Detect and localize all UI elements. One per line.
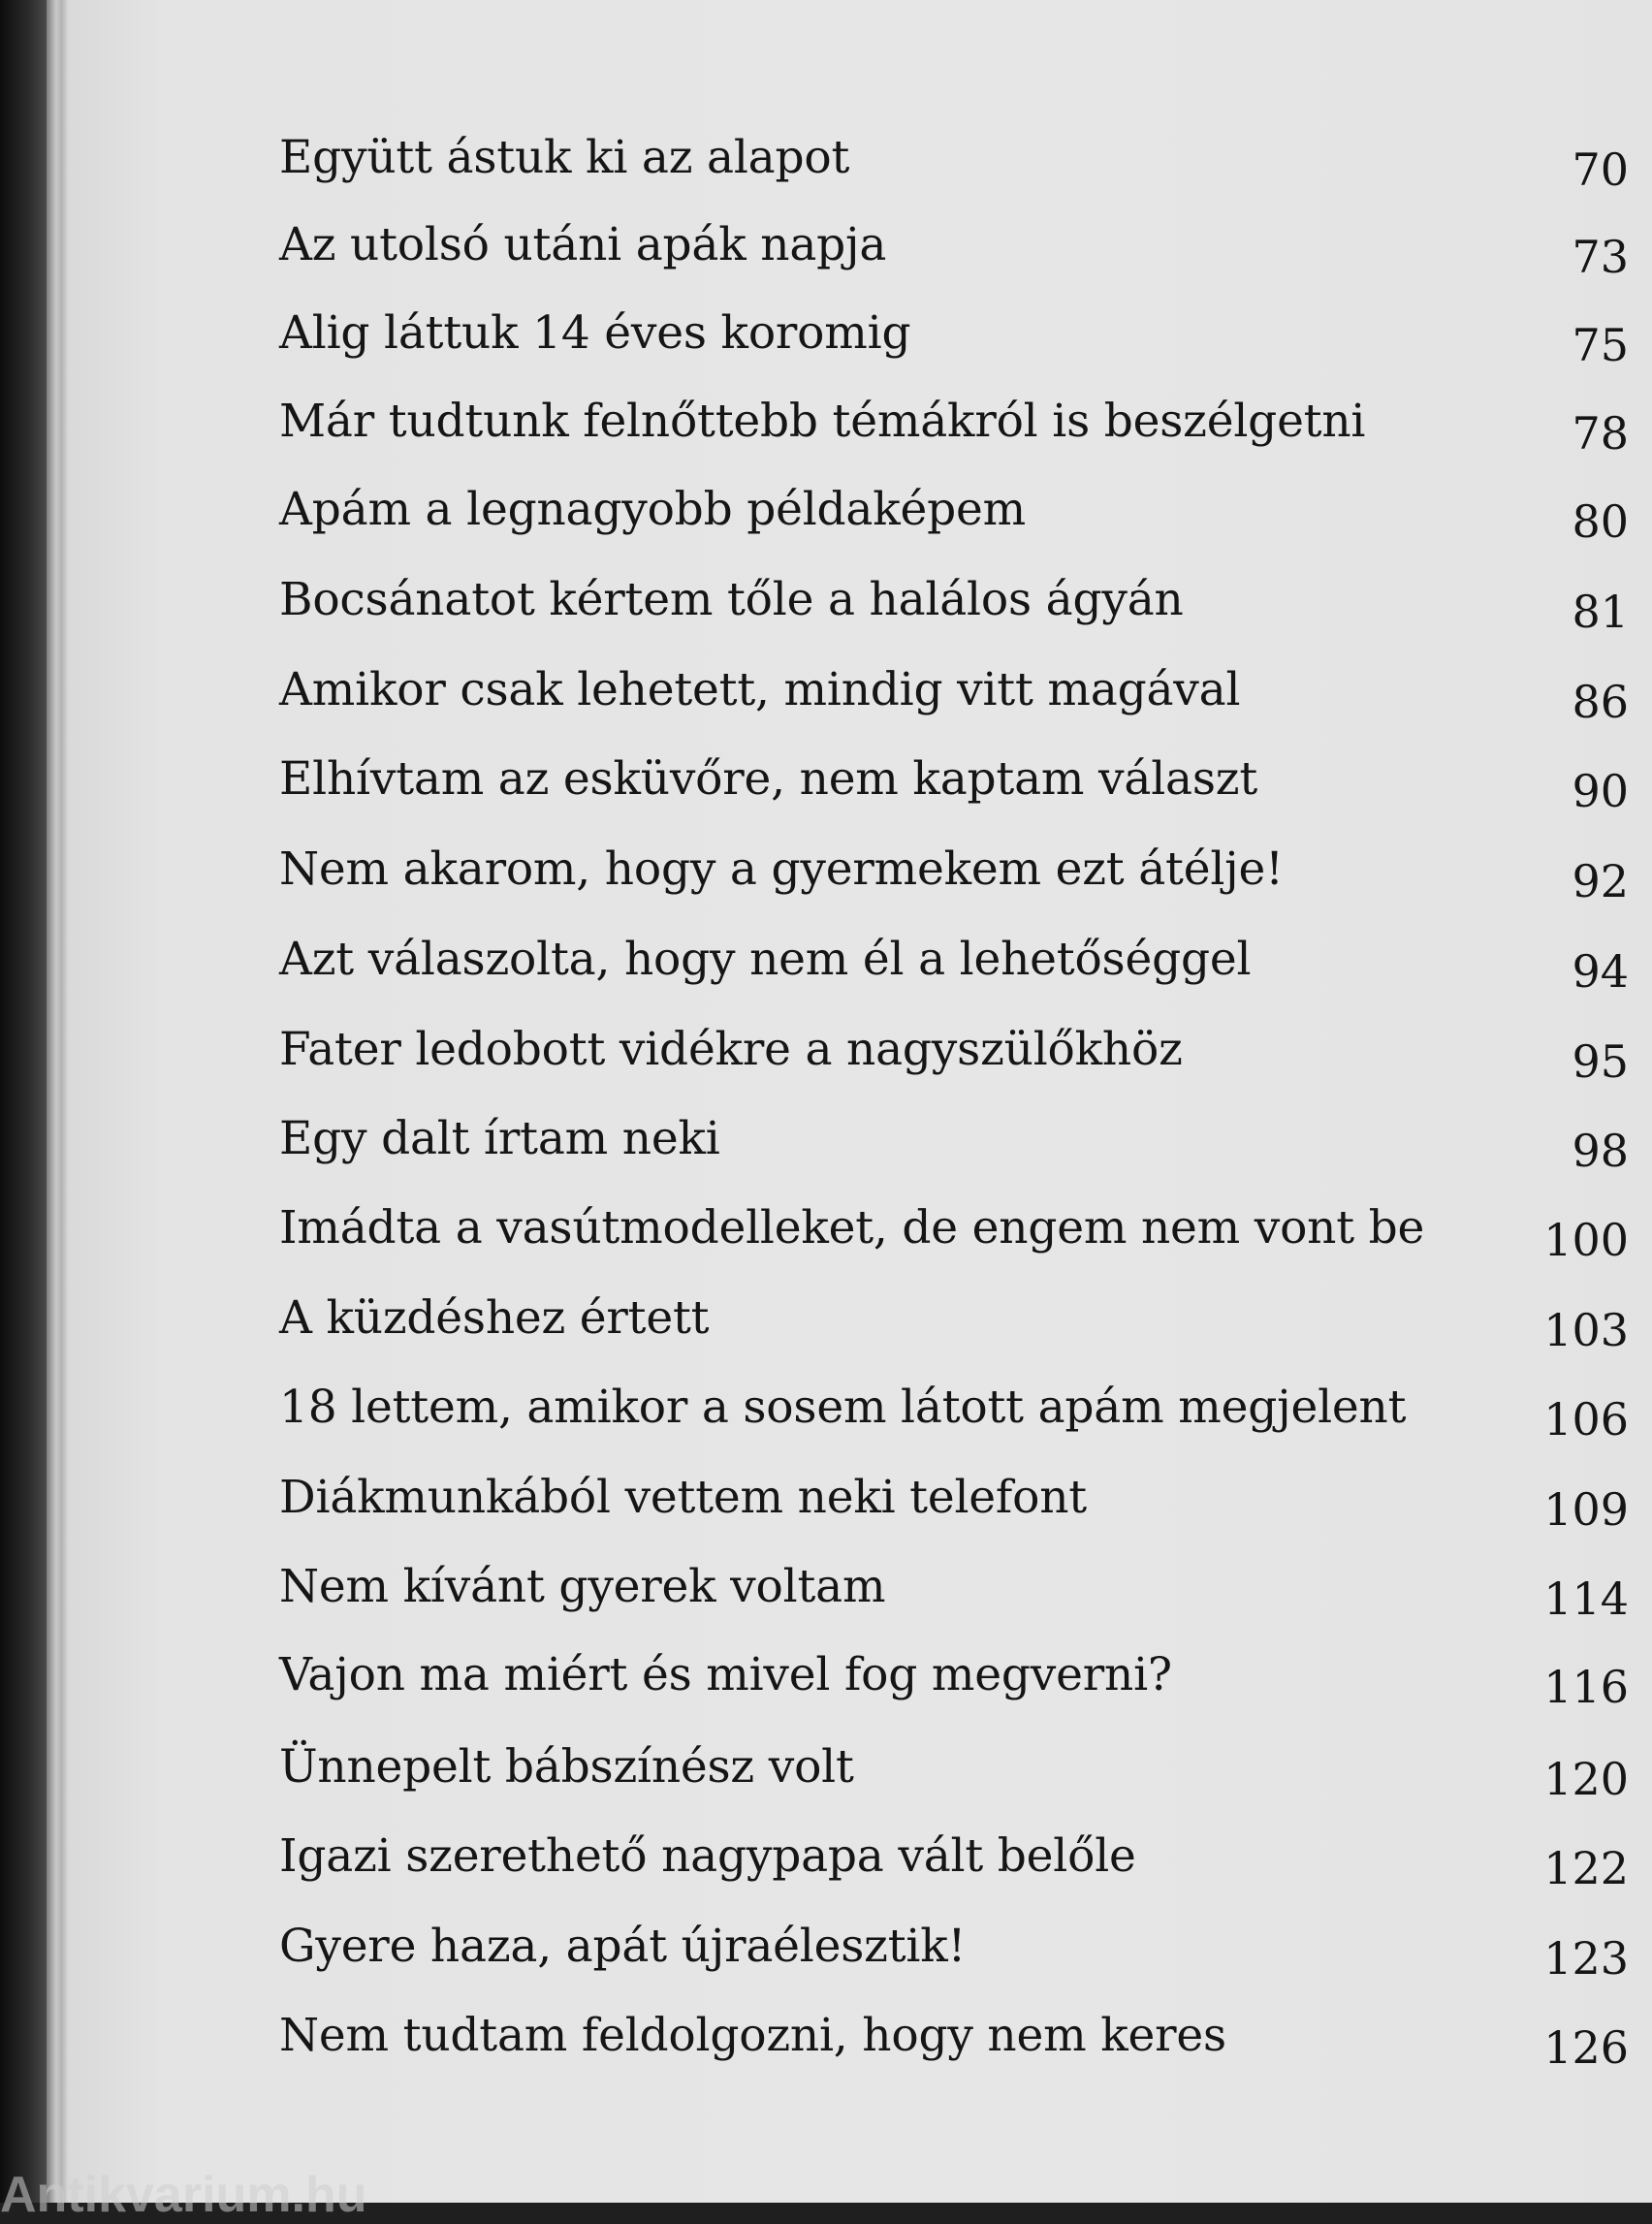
toc-entry-page: 114 — [1543, 1573, 1629, 1625]
toc-entry-title: Igazi szerethető nagypapa vált belőle — [279, 1829, 1136, 1883]
toc-entry-title: Ünnepelt bábszínész volt — [279, 1740, 854, 1794]
toc-entry-title: 18 lettem, amikor a sosem látott apám megjelent — [279, 1381, 1407, 1434]
toc-entry-page: 103 — [1543, 1304, 1629, 1356]
toc-entry-page: 116 — [1543, 1661, 1629, 1713]
toc-entry — [68, 2007, 1652, 2084]
toc-entry-page: 81 — [1572, 586, 1629, 638]
book-page — [68, 0, 1652, 2203]
toc-entry-page: 126 — [1543, 2021, 1629, 2074]
toc-entry-page: 80 — [1572, 495, 1629, 548]
toc-entry-title: Azt válaszolta, hogy nem él a lehetőséggel — [279, 933, 1252, 986]
toc-entry — [68, 216, 1652, 294]
toc-entry-title: Egy dalt írtam neki — [279, 1112, 720, 1165]
toc-entry — [68, 1289, 1652, 1367]
toc-entry-title: Bocsánatot kértem tőle a halálos ágyán — [279, 573, 1184, 626]
toc-entry — [68, 129, 1652, 207]
toc-entry — [68, 1558, 1652, 1636]
toc-entry — [68, 1379, 1652, 1456]
toc-entry-title: Nem akarom, hogy a gyermekem ezt átélje! — [279, 842, 1284, 896]
book-binding-shadow — [0, 0, 47, 2203]
toc-entry-page: 109 — [1543, 1483, 1629, 1536]
toc-entry-title: Az utolsó utáni apák napja — [279, 218, 887, 271]
toc-entry — [68, 1199, 1652, 1277]
toc-entry-page: 94 — [1572, 945, 1629, 998]
toc-entry — [68, 571, 1652, 649]
toc-entry-page: 100 — [1543, 1214, 1629, 1266]
toc-entry — [68, 1110, 1652, 1188]
toc-entry — [68, 1918, 1652, 1995]
toc-entry-title: Elhívtam az esküvőre, nem kaptam választ — [279, 752, 1258, 806]
watermark-text: Antikvarium.hu — [0, 2167, 367, 2223]
toc-entry-title: Alig láttuk 14 éves koromig — [279, 306, 911, 360]
toc-entry-page: 75 — [1572, 319, 1629, 371]
toc-entry — [68, 1738, 1652, 1816]
toc-entry — [68, 750, 1652, 828]
toc-entry-page: 98 — [1572, 1125, 1629, 1177]
toc-entry-title: Fater ledobott vidékre a nagyszülőkhöz — [279, 1023, 1183, 1076]
toc-entry-page: 70 — [1572, 143, 1629, 196]
toc-entry — [68, 481, 1652, 558]
toc-entry — [68, 1469, 1652, 1546]
toc-entry — [68, 1646, 1652, 1724]
toc-entry-title: Amikor csak lehetett, mindig vitt magával — [279, 663, 1241, 716]
toc-entry-title: Vajon ma miért és mivel fog megverni? — [279, 1648, 1172, 1701]
toc-entry-title: Már tudtunk felnőttebb témákról is beszélgetni — [279, 395, 1366, 448]
toc-entry-title: Imádta a vasútmodelleket, de engem nem vont be — [279, 1201, 1425, 1255]
page-edge — [47, 0, 68, 2203]
toc-entry-page: 95 — [1572, 1035, 1629, 1088]
toc-entry-title: Apám a legnagyobb példaképem — [279, 483, 1026, 536]
toc-entry-page: 106 — [1543, 1393, 1629, 1446]
toc-entry-title: Nem kívánt gyerek voltam — [279, 1560, 886, 1613]
toc-entry — [68, 841, 1652, 918]
toc-entry-page: 92 — [1572, 855, 1629, 907]
toc-entry-title: Diákmunkából vettem neki telefont — [279, 1471, 1087, 1524]
toc-entry-title: A küzdéshez értett — [279, 1291, 710, 1345]
toc-entry — [68, 931, 1652, 1008]
toc-entry-page: 123 — [1543, 1932, 1629, 1985]
table-of-contents — [68, 0, 1652, 2203]
toc-entry-page: 122 — [1543, 1842, 1629, 1894]
toc-entry-page: 73 — [1572, 231, 1629, 283]
toc-entry-page: 120 — [1543, 1753, 1629, 1805]
toc-entry — [68, 393, 1652, 470]
toc-entry-page: 90 — [1572, 765, 1629, 817]
toc-entry — [68, 1827, 1652, 1905]
toc-entry-title: Gyere haza, apát újraélesztik! — [279, 1920, 967, 1973]
toc-entry-title: Együtt ástuk ki az alapot — [279, 131, 850, 184]
toc-entry — [68, 661, 1652, 739]
toc-entry-page: 86 — [1572, 676, 1629, 728]
toc-entry — [68, 304, 1652, 382]
toc-entry — [68, 1021, 1652, 1098]
toc-entry-title: Nem tudtam feldolgozni, hogy nem keres — [279, 2009, 1226, 2062]
toc-entry-page: 78 — [1572, 407, 1629, 460]
